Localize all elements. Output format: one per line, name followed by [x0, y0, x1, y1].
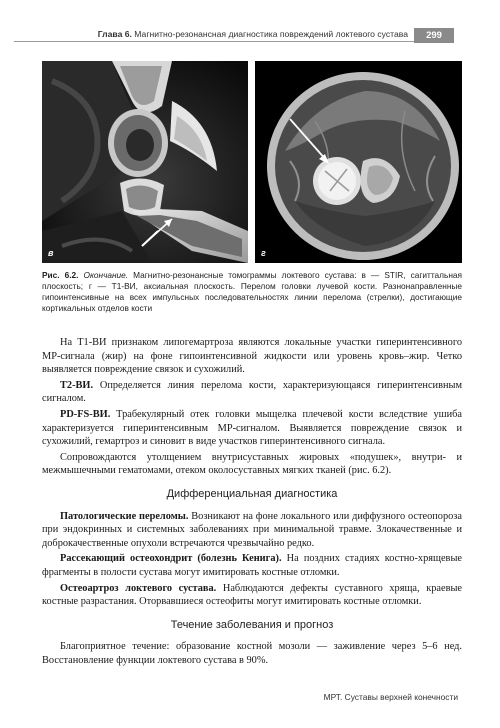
caption-label: Рис. 6.2.	[42, 270, 79, 280]
paragraph: Рассекающий остеохондрит (болезнь Кенига). На поздних стадиях костно-хрящевые фрагменты в полости сустава могут имитировать костные отломки.	[42, 553, 462, 578]
caption-text: Магнитно-резонансные томограммы локтевого сустава: в — STIR, сагиттальная плоскость; г — Т1-ВИ, аксиальная плоскость. Перелом головки лучевой кости. Разнонаправленные гипоинтенсивные на всех импульсных последовательностях линии перелома (стрелки), достигающие кортикальных отделов кости	[42, 270, 463, 314]
caption-ending: Окончание.	[83, 270, 129, 280]
term-label: Т2-ВИ.	[60, 379, 94, 391]
body-text	[42, 336, 462, 669]
running-header	[0, 28, 500, 44]
paragraph: На Т1-ВИ признаком липогемартроза являются локальные участки гиперинтенсивного МР-сигнала (жир) на фоне гипоинтенсивной жидкости или уровень кровь–жир. Четко выявляется повреждение связок и сухожилий.	[42, 337, 462, 376]
term-label: Остеоартроз локтевого сустава.	[60, 582, 217, 594]
term-label: Патологические переломы.	[60, 510, 189, 522]
term-label: PD-FS-ВИ.	[60, 408, 111, 420]
section-heading: Дифференциальная диагностика	[166, 487, 338, 500]
chapter-label: Глава 6.	[97, 29, 132, 39]
mri-image-sagittal	[42, 61, 248, 263]
figure-letter: г	[261, 248, 266, 258]
paragraph: Т2-ВИ. Определяется линия перелома кости, характеризующаяся гиперинтенсивным сигналом.	[42, 379, 462, 405]
chapter-title: Магнитно-резонансная диагностика повреждений локтевого сустава	[134, 29, 408, 39]
figure-caption	[42, 270, 462, 314]
header-rule	[14, 41, 454, 42]
running-footer: МРТ. Суставы верхней конечности	[323, 692, 458, 702]
paragraph: Остеоартроз локтевого сустава. Наблюдаются дефекты суставного хряща, краевые костные разрастания. Оторвавшиеся остеофиты могут имитировать костные отломки.	[42, 582, 462, 608]
paragraph: Сопровождаются утолщением внутрисуставных жировых «подушек», внутри- и межмышечными гематомами, отеком околосуставных мягких тканей (рис. 6.2).	[42, 451, 462, 477]
section-heading: Течение заболевания и прогноз	[170, 618, 334, 631]
page-number: 299	[414, 28, 454, 43]
paragraph: Благоприятное течение: образование костной мозоли — заживление через 5–6 нед. Восстановление функции локтевого сустава в 90%.	[42, 641, 462, 666]
term-label: Рассекающий остеохондрит (болезнь Кенига).	[60, 553, 282, 565]
paragraph: Патологические переломы. Возникают на фоне локального или диффузного остеопороза при эндокринных и системных заболеваниях при минимальной травме. Злокачественные и доброкачественные опухоли встречаются чрезвычайно редко.	[42, 510, 462, 549]
figure-letter: в	[48, 248, 54, 258]
mri-image-axial	[255, 61, 462, 263]
paragraph: PD-FS-ВИ. Трабекулярный отек головки мыщелка плечевой кости вследствие ушиба характеризуется гиперинтенсивным МР-сигналом. Выявляется повреждение связок и сухожилий, гемартроз и синовит в виде участков гиперинтенсивного сигнала.	[42, 408, 462, 448]
header-title	[98, 29, 408, 39]
